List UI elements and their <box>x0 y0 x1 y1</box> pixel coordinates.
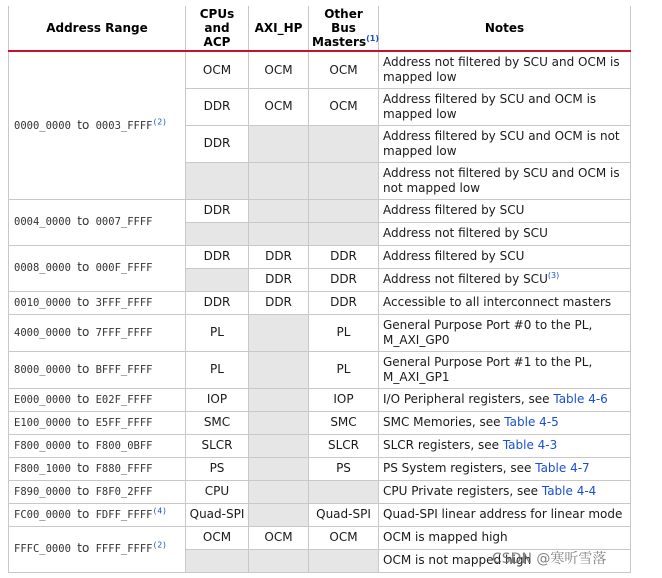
table-row <box>9 411 631 434</box>
notes-text: I/O Peripheral registers, see <box>383 392 554 407</box>
header-cpus-acp <box>186 6 249 51</box>
range-start: 0010_0000 <box>14 296 71 309</box>
axi-hp-cell: DDR <box>249 291 309 314</box>
header-other-line1: Other Bus <box>324 7 363 35</box>
table-row <box>9 503 631 526</box>
empty-cell <box>309 480 379 503</box>
header-cpus-line1: CPUs and <box>199 7 235 35</box>
table-row <box>9 457 631 480</box>
empty-cell <box>249 314 309 351</box>
range-to: to <box>77 437 90 452</box>
table-link[interactable]: Table 4-4 <box>541 484 597 499</box>
range-start: F800_0000 <box>14 439 71 452</box>
cpu-acp-cell: PS <box>186 457 249 480</box>
notes-text: PS System registers, see <box>383 461 536 476</box>
address-map-table-container <box>8 6 631 573</box>
cpu-acp-cell: DDR <box>186 245 249 268</box>
footnote-link[interactable]: (2) <box>152 540 167 550</box>
cpu-acp-cell: DDR <box>186 291 249 314</box>
axi-hp-cell: OCM <box>249 88 309 125</box>
notes-cell: Address filtered by SCU and OCM is mapped low <box>379 88 631 125</box>
empty-cell <box>249 222 309 245</box>
range-to: to <box>77 414 90 429</box>
range-to: to <box>77 117 90 132</box>
address-range-cell <box>9 457 186 480</box>
header-address-range: Address Range <box>9 6 186 51</box>
other-masters-cell: PS <box>309 457 379 480</box>
watermark: CSDN @寒听雪落 <box>492 551 607 567</box>
cpu-acp-cell: Quad-SPI <box>186 503 249 526</box>
notes-cell: Address not filtered by SCU <box>379 222 631 245</box>
cpu-acp-cell: OCM <box>186 51 249 88</box>
axi-hp-cell: OCM <box>249 51 309 88</box>
empty-cell <box>249 503 309 526</box>
range-end: E02F_FFFF <box>95 393 153 406</box>
notes-cell: Address filtered by SCU <box>379 245 631 268</box>
cpu-acp-cell: DDR <box>186 199 249 222</box>
notes-cell: OCM is not mapped high <box>379 549 631 572</box>
empty-cell <box>249 162 309 199</box>
empty-cell <box>309 125 379 162</box>
range-end: F880_FFFF <box>95 462 153 475</box>
range-to: to <box>77 391 90 406</box>
header-other-masters <box>309 6 379 51</box>
cpu-acp-cell: SLCR <box>186 434 249 457</box>
address-range-cell <box>9 51 186 199</box>
address-range-cell <box>9 351 186 388</box>
cpu-acp-cell: PL <box>186 314 249 351</box>
notes-cell <box>379 480 631 503</box>
empty-cell <box>249 351 309 388</box>
footnote-link[interactable]: (3) <box>547 271 560 281</box>
range-start: F890_0000 <box>14 485 71 498</box>
table-row <box>9 291 631 314</box>
range-start: 0000_0000 <box>14 119 71 132</box>
notes-cell <box>379 388 631 411</box>
notes-cell: Address filtered by SCU <box>379 199 631 222</box>
cpu-acp-cell: SMC <box>186 411 249 434</box>
range-start: F800_1000 <box>14 462 71 475</box>
empty-cell <box>186 549 249 572</box>
other-masters-cell: OCM <box>309 526 379 549</box>
range-to: to <box>77 541 90 556</box>
notes-cell: Address not filtered by SCU and OCM is mapped low <box>379 51 631 88</box>
range-end: 0007_FFFF <box>95 216 153 229</box>
header-footnote-link[interactable]: (1) <box>366 34 380 43</box>
empty-cell <box>186 268 249 291</box>
notes-text: SLCR registers, see <box>383 438 503 453</box>
other-masters-cell: DDR <box>309 291 379 314</box>
notes-cell: General Purpose Port #1 to the PL, M_AXI_GP1 <box>379 351 631 388</box>
notes-cell: Address filtered by SCU and OCM is not mapped low <box>379 125 631 162</box>
table-link[interactable]: Table 4-5 <box>504 415 559 430</box>
other-masters-cell: DDR <box>309 245 379 268</box>
axi-hp-cell: OCM <box>249 526 309 549</box>
range-end: 7FFF_FFFF <box>95 326 153 339</box>
other-masters-cell: OCM <box>309 88 379 125</box>
range-to: to <box>77 214 90 229</box>
notes-text: CPU Private registers, see <box>383 484 542 499</box>
notes-cell <box>379 411 631 434</box>
other-masters-cell: IOP <box>309 388 379 411</box>
address-map-table <box>8 6 631 573</box>
address-range-cell <box>9 526 186 572</box>
range-start: E100_0000 <box>14 416 71 429</box>
range-end: F8F0_2FFF <box>95 485 153 498</box>
table-row <box>9 199 631 222</box>
range-end: 0003_FFFF <box>95 119 153 132</box>
axi-hp-cell: DDR <box>249 268 309 291</box>
other-masters-cell: PL <box>309 351 379 388</box>
empty-cell <box>249 457 309 480</box>
range-start: FFFC_0000 <box>14 543 71 556</box>
range-start: 8000_0000 <box>14 363 71 376</box>
table-header-row <box>9 6 631 51</box>
other-masters-cell: Quad-SPI <box>309 503 379 526</box>
table-link[interactable]: Table 4-3 <box>502 438 558 453</box>
cpu-acp-cell: OCM <box>186 526 249 549</box>
address-range-cell <box>9 503 186 526</box>
address-range-cell <box>9 291 186 314</box>
cpu-acp-cell: DDR <box>186 88 249 125</box>
address-range-cell <box>9 434 186 457</box>
cpu-acp-cell: CPU <box>186 480 249 503</box>
notes-cell <box>379 434 631 457</box>
notes-text: Address not filtered by SCU <box>383 272 548 287</box>
table-row <box>9 351 631 388</box>
address-range-cell <box>9 314 186 351</box>
range-start: 0008_0000 <box>14 262 71 275</box>
footnote-link[interactable]: (4) <box>152 506 167 516</box>
range-to: to <box>77 460 90 475</box>
range-to: to <box>77 260 90 275</box>
empty-cell <box>309 549 379 572</box>
range-start: 0004_0000 <box>14 216 71 229</box>
cpu-acp-cell: IOP <box>186 388 249 411</box>
table-row <box>9 526 631 549</box>
address-range-cell <box>9 245 186 291</box>
empty-cell <box>249 199 309 222</box>
other-masters-cell: PL <box>309 314 379 351</box>
address-range-cell <box>9 199 186 245</box>
empty-cell <box>186 162 249 199</box>
range-to: to <box>77 506 90 521</box>
range-end: E5FF_FFFF <box>95 416 153 429</box>
other-masters-cell: OCM <box>309 51 379 88</box>
footnote-link[interactable]: (2) <box>152 117 167 126</box>
range-to: to <box>77 361 90 376</box>
table-row <box>9 51 631 88</box>
table-row <box>9 388 631 411</box>
table-row <box>9 434 631 457</box>
notes-cell: Quad-SPI linear address for linear mode <box>379 503 631 526</box>
header-cpus-line2: ACP <box>203 35 231 49</box>
range-start: E000_0000 <box>14 393 71 406</box>
header-axi-hp: AXI_HP <box>249 6 309 51</box>
other-masters-cell: SLCR <box>309 434 379 457</box>
range-start: FC00_0000 <box>14 508 71 521</box>
table-link[interactable]: Table 4-7 <box>535 461 590 476</box>
table-row <box>9 480 631 503</box>
range-to: to <box>77 324 90 339</box>
table-row <box>9 245 631 268</box>
range-start: 4000_0000 <box>14 326 71 339</box>
other-masters-cell: SMC <box>309 411 379 434</box>
empty-cell <box>249 125 309 162</box>
cpu-acp-cell: DDR <box>186 125 249 162</box>
range-end: 3FFF_FFFF <box>95 296 153 309</box>
empty-cell <box>186 222 249 245</box>
range-end: FDFF_FFFF <box>95 508 153 521</box>
empty-cell <box>249 434 309 457</box>
header-other-line2: Masters <box>312 35 367 49</box>
notes-cell <box>379 457 631 480</box>
empty-cell <box>249 549 309 572</box>
address-range-cell <box>9 388 186 411</box>
range-end: 000F_FFFF <box>95 262 153 275</box>
notes-cell <box>379 268 631 291</box>
range-to: to <box>77 294 90 309</box>
notes-cell: General Purpose Port #0 to the PL, M_AXI_GP0 <box>379 314 631 351</box>
notes-cell: Accessible to all interconnect masters <box>379 291 631 314</box>
range-end: F800_0BFF <box>95 439 153 452</box>
empty-cell <box>309 199 379 222</box>
cpu-acp-cell: PL <box>186 351 249 388</box>
range-to: to <box>77 483 90 498</box>
empty-cell <box>249 388 309 411</box>
table-link[interactable]: Table 4-6 <box>553 392 608 407</box>
other-masters-cell: DDR <box>309 268 379 291</box>
notes-text: SMC Memories, see <box>383 415 505 430</box>
header-notes: Notes <box>379 6 631 51</box>
empty-cell <box>249 411 309 434</box>
range-end: BFFF_FFFF <box>95 363 153 376</box>
range-end: FFFF_FFFF <box>95 543 153 556</box>
notes-cell: Address not filtered by SCU and OCM is not mapped low <box>379 162 631 199</box>
notes-cell: OCM is mapped high <box>379 526 631 549</box>
address-range-cell <box>9 480 186 503</box>
table-row <box>9 314 631 351</box>
empty-cell <box>309 222 379 245</box>
address-range-cell <box>9 411 186 434</box>
axi-hp-cell: DDR <box>249 245 309 268</box>
empty-cell <box>309 162 379 199</box>
empty-cell <box>249 480 309 503</box>
